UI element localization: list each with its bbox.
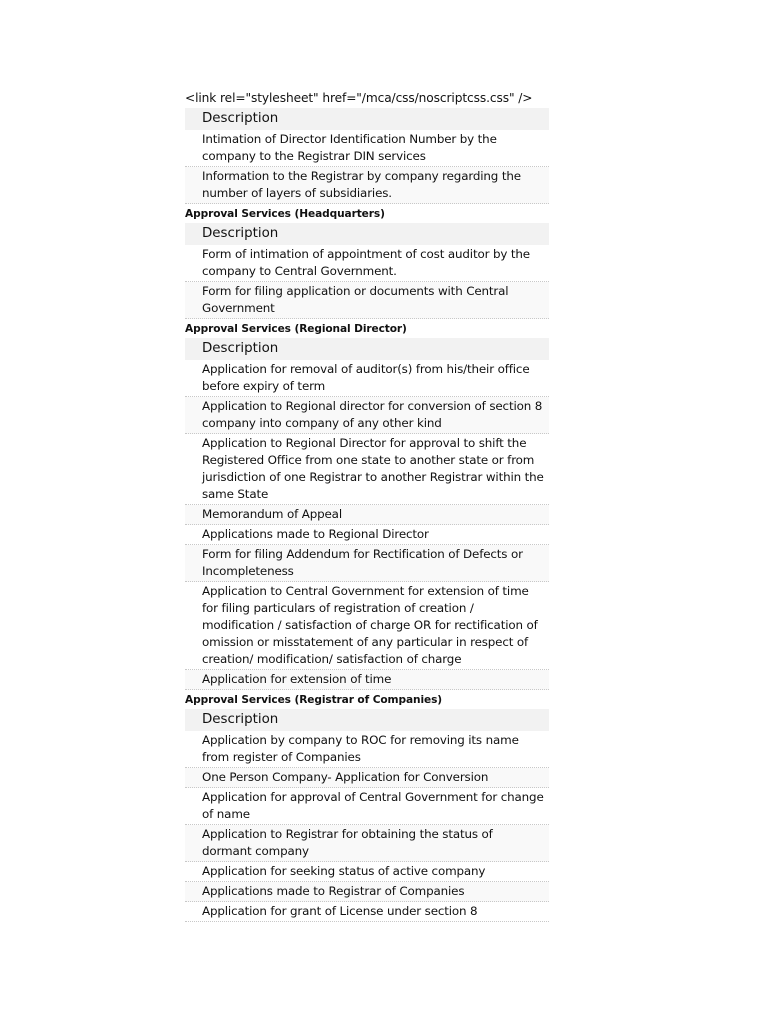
table-row [185, 397, 549, 434]
service-description[interactable]: Form for filing Addendum for Rectification of Defects or Incompleteness [185, 545, 549, 582]
description-header: Description [185, 709, 549, 731]
service-description[interactable]: Intimation of Director Identification Number by the company to the Registrar DIN services [185, 130, 549, 167]
service-description[interactable]: Information to the Registrar by company regarding the number of layers of subsidiaries. [185, 167, 549, 204]
service-description[interactable]: One Person Company- Application for Conversion [185, 768, 549, 788]
service-description[interactable]: Application to Central Government for extension of time for filing particulars of registration of creation / modification / satisfaction of charge OR for rectification of omission or misstatement of any particular in respect of creation/ modification/ satisfaction of charge [185, 582, 549, 670]
service-description[interactable]: Application for grant of License under section 8 [185, 902, 549, 922]
section-title: Approval Services (Headquarters) [185, 208, 385, 220]
table-row [185, 882, 549, 902]
services-table [185, 338, 549, 690]
table-row [185, 670, 549, 690]
table-row [185, 768, 549, 788]
section-title: Approval Services (Regional Director) [185, 323, 407, 335]
service-description[interactable]: Application to Regional director for conversion of section 8 company into company of any other kind [185, 397, 549, 434]
services-table [185, 108, 549, 204]
table-row [185, 862, 549, 882]
service-description[interactable]: Form of intimation of appointment of cost auditor by the company to Central Government. [185, 245, 549, 282]
section-title: Approval Services (Registrar of Companies) [185, 694, 443, 706]
table-row [185, 902, 549, 922]
description-header: Description [185, 338, 549, 360]
service-description[interactable]: Application by company to ROC for removing its name from register of Companies [185, 731, 549, 768]
table-row [185, 360, 549, 397]
table-row [185, 130, 549, 167]
description-header: Description [185, 108, 549, 130]
table-row [185, 434, 549, 505]
table-row [185, 788, 549, 825]
table-row [185, 245, 549, 282]
document-body [185, 90, 549, 922]
services-table [185, 709, 549, 922]
table-row [185, 731, 549, 768]
service-description[interactable]: Applications made to Regional Director [185, 525, 549, 545]
services-table [185, 223, 549, 319]
table-row [185, 525, 549, 545]
service-description[interactable]: Application to Regional Director for approval to shift the Registered Office from one state to another state or from jurisdiction of one Registrar to another Registrar within the same State [185, 434, 549, 505]
service-description[interactable]: Form for filing application or documents with Central Government [185, 282, 549, 319]
service-description[interactable]: Application to Registrar for obtaining the status of dormant company [185, 825, 549, 862]
table-row [185, 582, 549, 670]
service-description[interactable]: Application for seeking status of active company [185, 862, 549, 882]
service-description[interactable]: Application for approval of Central Government for change of name [185, 788, 549, 825]
description-header: Description [185, 223, 549, 245]
table-row [185, 167, 549, 204]
service-description[interactable]: Application for extension of time [185, 670, 549, 690]
stylesheet-link-text: <link rel="stylesheet" href="/mca/css/noscriptcss.css" /> [185, 91, 533, 105]
table-row [185, 505, 549, 525]
table-row [185, 825, 549, 862]
table-row [185, 282, 549, 319]
service-description[interactable]: Applications made to Registrar of Companies [185, 882, 549, 902]
service-description[interactable]: Application for removal of auditor(s) from his/their office before expiry of term [185, 360, 549, 397]
table-row [185, 545, 549, 582]
service-description[interactable]: Memorandum of Appeal [185, 505, 549, 525]
